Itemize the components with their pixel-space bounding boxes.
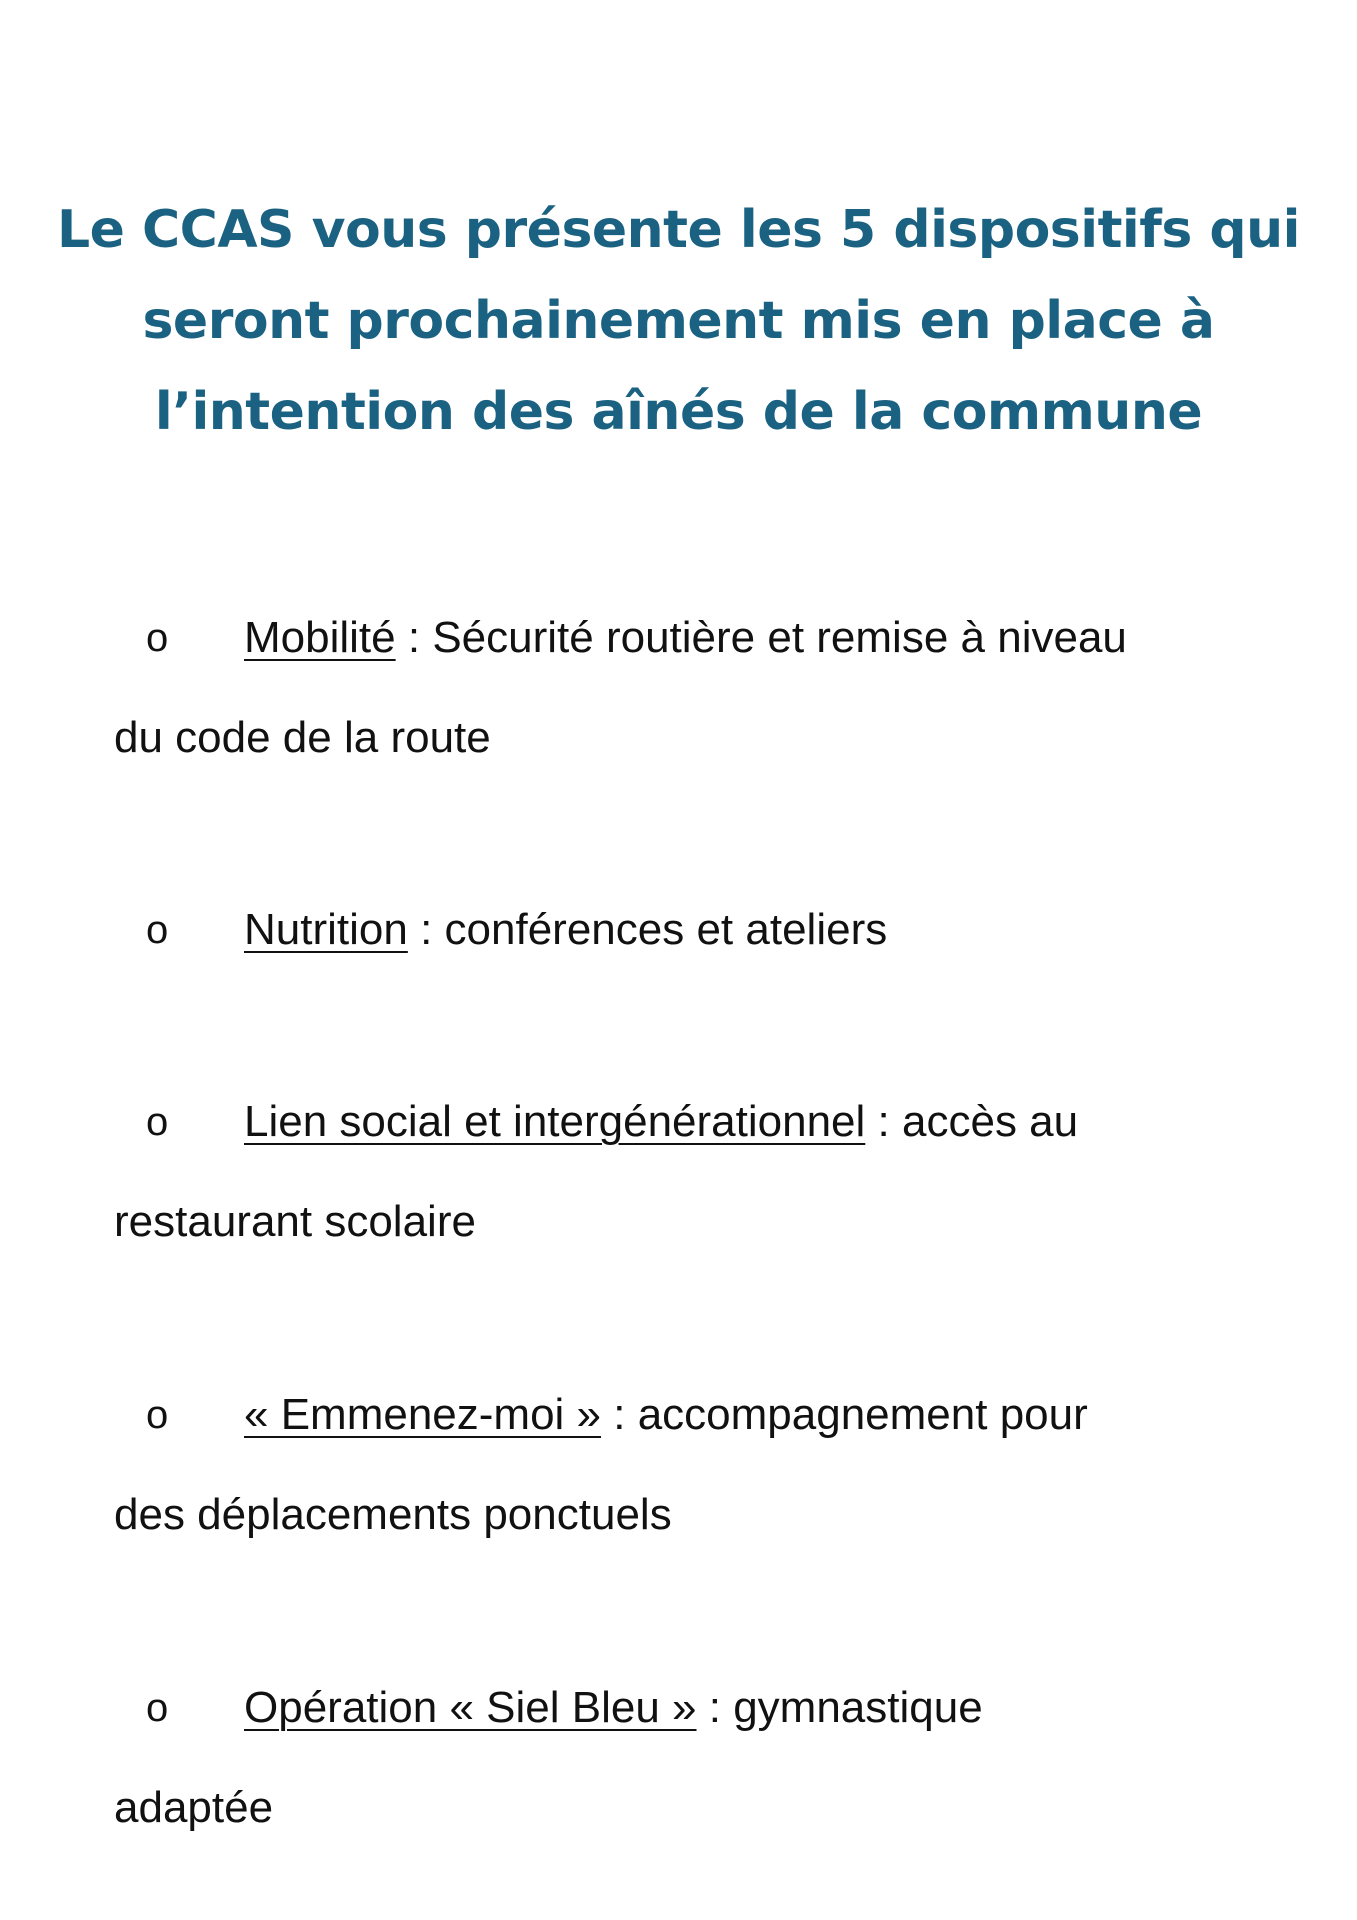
list-item-first-line [114, 1072, 1334, 1172]
title-line-3: l’intention des aînés de la commune [154, 382, 1203, 442]
list-item-description: gymnastique [733, 1683, 983, 1732]
list-item-continuation: du code de la route [114, 713, 491, 762]
bullet-circle-icon: o [146, 616, 169, 660]
list-item-separator: : [696, 1683, 734, 1732]
list-item-continuation: restaurant scolaire [114, 1197, 476, 1246]
list-item-term: Nutrition [244, 905, 408, 954]
list-item-text [244, 1658, 983, 1758]
page-title [0, 185, 1357, 458]
list-item-term: Mobilité [244, 613, 396, 662]
list-item-separator: : [865, 1097, 902, 1146]
title-line-1: Le CCAS vous présente les 5 dispositifs qui [56, 200, 1300, 260]
list-item-text [244, 1072, 1078, 1172]
list-item-text [244, 880, 887, 980]
list-item-first-line [114, 1365, 1334, 1465]
bullet-circle-icon: o [146, 908, 169, 952]
list-item-siel-bleu [114, 1658, 1334, 1858]
bullet-circle-icon: o [146, 1393, 169, 1437]
list-item-emmenez-moi [114, 1365, 1334, 1565]
bullet-circle-icon: o [146, 1100, 169, 1144]
list-item-first-line [114, 880, 1334, 980]
list-item-description: conférences et ateliers [444, 905, 888, 954]
list-item-description: accompagnement pour [637, 1390, 1088, 1439]
list-item-nutrition [114, 880, 1334, 980]
list-item-description: accès au [902, 1097, 1079, 1146]
list-item-term: Lien social et intergénérationnel [244, 1097, 866, 1146]
list-item-separator: : [395, 613, 433, 662]
list-item-lien-social [114, 1072, 1334, 1272]
list-item-text [244, 1365, 1088, 1465]
list-item-term: Opération « Siel Bleu » [244, 1683, 697, 1732]
list-item-first-line [114, 588, 1334, 688]
bullet-circle-icon: o [146, 1686, 169, 1730]
list-item-description: Sécurité routière et remise à niveau [432, 613, 1127, 662]
list-item-term: « Emmenez-moi » [244, 1390, 602, 1439]
list-item-continuation: adaptée [114, 1783, 274, 1832]
list-item-continuation: des déplacements ponctuels [114, 1490, 672, 1539]
list-item-text [244, 588, 1127, 688]
list-item-first-line [114, 1658, 1334, 1758]
list-item-separator: : [407, 905, 445, 954]
list-item-separator: : [601, 1390, 638, 1439]
list-item-mobilite [114, 588, 1334, 788]
title-line-2: seront prochainement mis en place à [142, 291, 1215, 351]
